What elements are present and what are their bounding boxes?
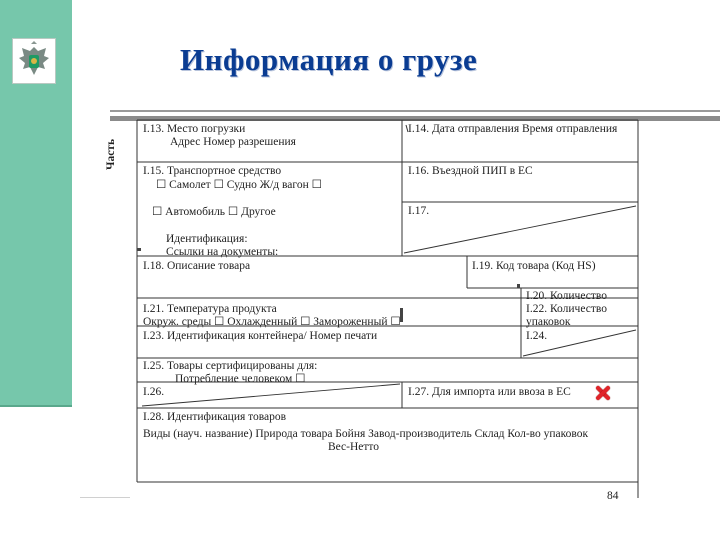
field-i27-import-eu: I.27. Для импорта или ввоза в ЕС: [408, 386, 571, 398]
page-number: 84: [607, 490, 619, 502]
field-i14-dispatch-date: I.14. Дата отправления Время отправления: [408, 123, 618, 135]
eagle-emblem-icon: [13, 39, 55, 83]
cargo-certificate-form: [100, 118, 666, 503]
field-i21-temperature-options: Окруж. среды ☐ Охлажденный ☐ Замороженный ☐: [143, 316, 401, 328]
field-i21-temperature: I.21. Температура продукта: [143, 303, 277, 315]
part-label-vertical: [105, 128, 121, 170]
field-i25-certified-for: I.25. Товары сертифицированы для:: [143, 360, 318, 372]
red-cross-icon: [593, 383, 613, 403]
field-i22-packages: упаковок: [526, 316, 571, 328]
field-i15-transport-options-2: ☐ Автомобиль ☐ Другое: [152, 206, 276, 218]
field-i13-address-permit: Адрес Номер разрешения: [170, 136, 296, 148]
field-i17: I.17.: [408, 205, 430, 217]
field-i15-identification: Идентификация:: [166, 233, 248, 245]
field-i24: I.24.: [526, 330, 548, 342]
field-i15-documents: Ссылки на документы:: [166, 246, 279, 258]
field-i28-net-weight: Вес-Нетто: [328, 441, 380, 453]
field-i19-hs-code: I.19. Код товара (Код HS): [472, 260, 596, 272]
field-i16-entry-point: I.16. Въездной ПИП в ЕС: [408, 165, 533, 177]
footer-rule: [80, 497, 130, 498]
part-label-text: Часть: [105, 138, 117, 170]
emblem-logo: [12, 38, 56, 84]
field-i28-goods-identification: I.28. Идентификация товаров: [143, 411, 287, 423]
field-i25-human-consumption: Потребление человеком ☐: [175, 373, 306, 385]
field-i15-transport-options-1: ☐ Самолет ☐ Судно Ж/д вагон ☐: [156, 179, 322, 191]
title-divider-thin: [110, 110, 720, 112]
slide-title: Информация о грузе: [180, 42, 478, 77]
field-i13-loading-place: I.13. Место погрузки: [143, 123, 246, 135]
field-i23-container-id: I.23. Идентификация контейнера/ Номер печати: [143, 330, 378, 342]
field-i18-goods-description: I.18. Описание товара: [143, 260, 251, 272]
side-strip-edge: [0, 405, 72, 407]
field-i28-columns: Виды (науч. название) Природа товара Бойня Завод-производитель Склад Кол-во упаковок: [143, 428, 589, 440]
field-i15-transport: I.15. Транспортное средство: [143, 165, 282, 177]
field-i22-package-count: I.22. Количество: [526, 303, 607, 315]
field-i20-quantity: I.20. Количество: [526, 290, 607, 302]
field-i26: I.26.: [143, 386, 165, 398]
